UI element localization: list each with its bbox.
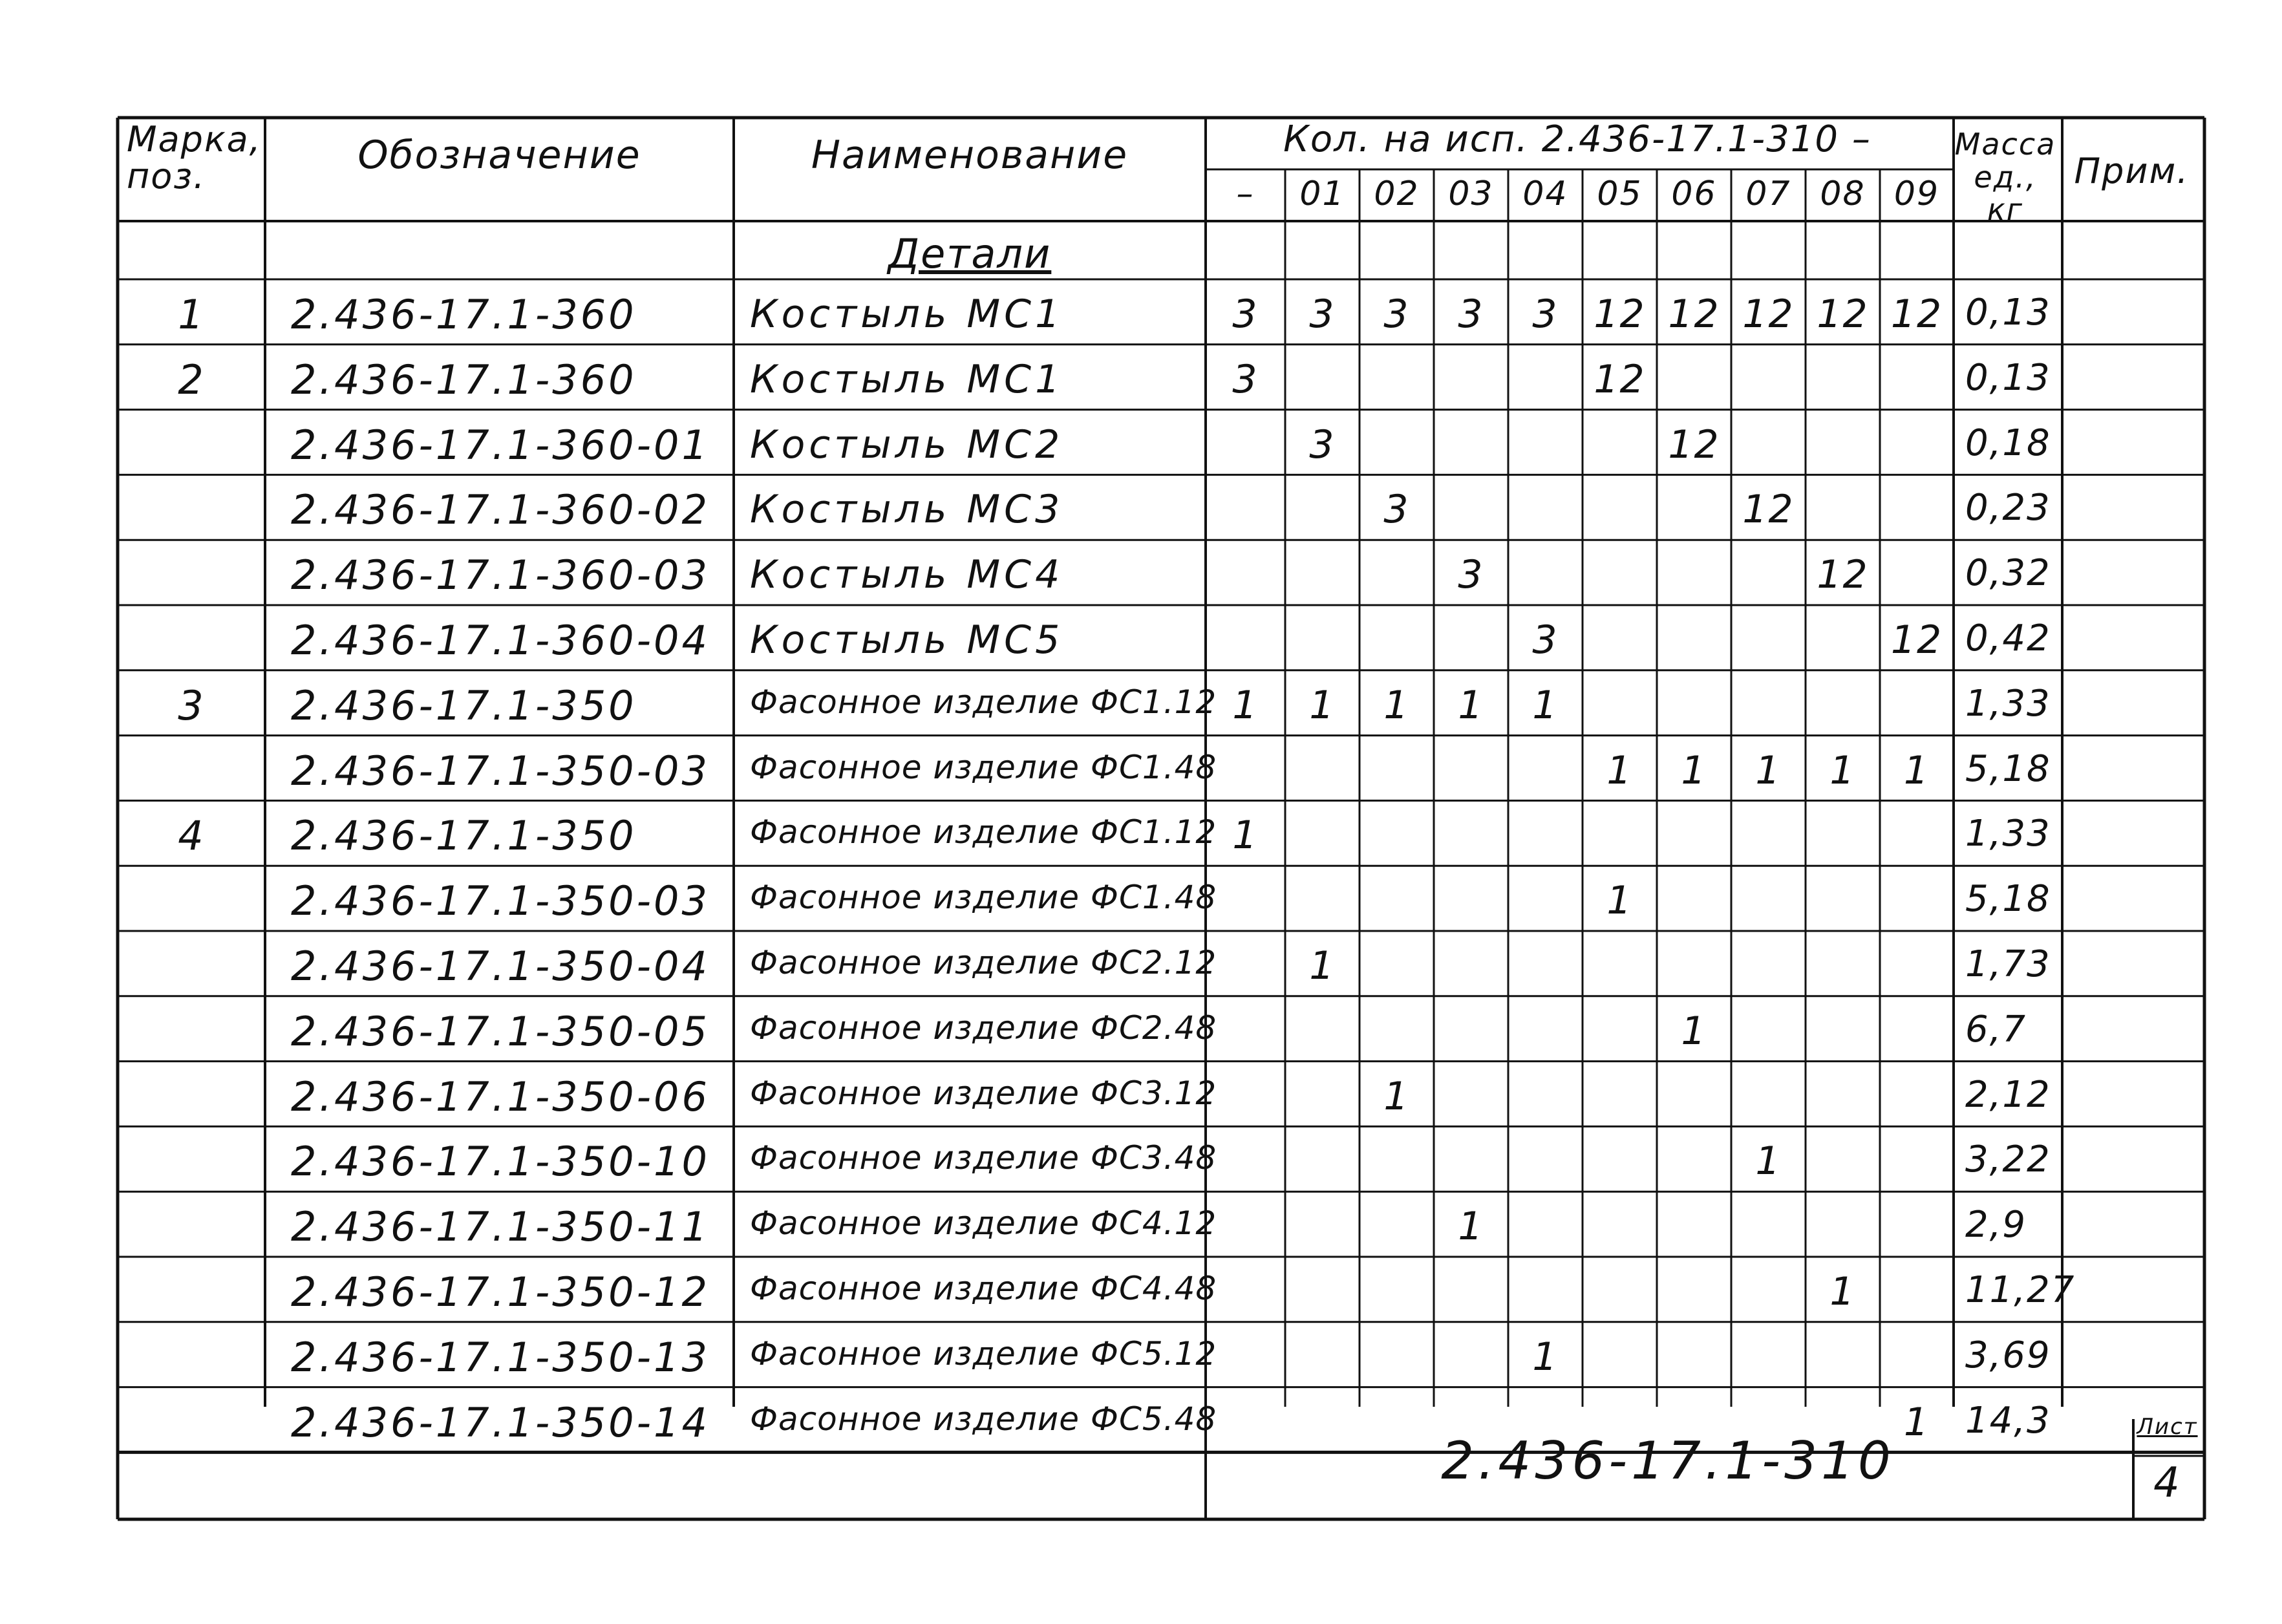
header-qty: Кол. на исп. 2.436-17.1-310 –: [1283, 118, 1871, 160]
row-qty: 3: [1383, 292, 1410, 337]
variant-header: 01: [1299, 175, 1345, 213]
row-designation: 2.436-17.1-360-02: [291, 486, 710, 534]
row-name: Фасонное изделие ФС1.12: [750, 683, 1217, 721]
row-mass: 0,23: [1965, 487, 2051, 529]
row-qty: 1: [1309, 943, 1336, 988]
row-name: Фасонное изделие ФС5.48: [750, 1400, 1217, 1438]
row-mass: 11,27: [1965, 1269, 2076, 1311]
variant-header: 07: [1745, 175, 1791, 213]
row-qty: 12: [1890, 617, 1943, 663]
row-mass: 5,18: [1965, 747, 2051, 790]
row-qty: 3: [1458, 552, 1484, 598]
row-name: Фасонное изделие ФС3.12: [750, 1074, 1217, 1112]
row-qty: 1: [1232, 682, 1259, 728]
row-qty: 1: [1829, 1269, 1856, 1314]
row-mass: 3,69: [1965, 1334, 2051, 1376]
row-name: Фасонное изделие ФС1.12: [750, 813, 1217, 851]
row-name: Фасонное изделие ФС4.48: [750, 1270, 1217, 1307]
row-qty: 1: [1903, 747, 1930, 793]
row-designation: 2.436-17.1-350-12: [291, 1268, 710, 1316]
row-qty: 1: [1681, 1008, 1707, 1054]
row-mass: 0,42: [1965, 617, 2051, 659]
row-qty: 3: [1532, 292, 1559, 337]
row-designation: 2.436-17.1-350-13: [291, 1333, 710, 1381]
row-name: Фасонное изделие ФС4.12: [750, 1204, 1217, 1243]
row-qty: 12: [1594, 356, 1646, 402]
row-qty: 3: [1232, 292, 1259, 337]
row-designation: 2.436-17.1-360-01: [291, 421, 710, 469]
row-name: Костыль МС5: [750, 617, 1064, 663]
row-qty: 12: [1817, 292, 1869, 337]
row-designation: 2.436-17.1-350: [291, 681, 637, 729]
row-designation: 2.436-17.1-350-14: [291, 1398, 710, 1446]
row-name: Костыль МС1: [750, 292, 1064, 337]
row-mark: 2: [178, 356, 205, 403]
row-name: Костыль МС4: [750, 552, 1064, 598]
row-qty: 1: [1383, 682, 1410, 728]
row-name: Костыль МС2: [750, 422, 1064, 467]
row-qty: 1: [1755, 747, 1782, 793]
row-mass: 1,33: [1965, 813, 2051, 855]
row-designation: 2.436-17.1-350-05: [291, 1007, 710, 1055]
sheet-number: 4: [2153, 1459, 2181, 1507]
row-name: Костыль МС1: [750, 356, 1064, 402]
row-designation: 2.436-17.1-350-06: [291, 1073, 710, 1120]
row-mass: 1,33: [1965, 682, 2051, 725]
row-designation: 2.436-17.1-360-04: [291, 617, 710, 664]
row-designation: 2.436-17.1-350: [291, 812, 637, 860]
header-mark: Марка, поз.: [127, 119, 262, 197]
row-mass: 0,13: [1965, 356, 2051, 399]
row-designation: 2.436-17.1-360: [291, 291, 637, 338]
row-qty: 1: [1532, 1334, 1559, 1380]
row-qty: 3: [1532, 617, 1559, 663]
row-qty: 3: [1232, 356, 1259, 402]
row-qty: 1: [1458, 682, 1484, 728]
row-mark: 1: [178, 291, 205, 338]
row-designation: 2.436-17.1-350-03: [291, 877, 710, 925]
row-designation: 2.436-17.1-360-03: [291, 551, 710, 599]
row-name: Фасонное изделие ФС1.48: [750, 748, 1217, 786]
section-title: Детали: [888, 230, 1052, 277]
row-qty: 3: [1458, 292, 1484, 337]
row-qty: 1: [1903, 1399, 1930, 1445]
row-qty: 12: [1668, 422, 1720, 467]
row-designation: 2.436-17.1-350-03: [291, 747, 710, 795]
document-code: 2.436-17.1-310: [1441, 1431, 1895, 1491]
row-qty: 1: [1383, 1073, 1410, 1119]
row-name: Фасонное изделие ФС1.48: [750, 879, 1217, 917]
row-mass: 1,73: [1965, 943, 2051, 985]
row-name: Костыль МС3: [750, 487, 1064, 533]
variant-header: 03: [1448, 175, 1494, 213]
row-qty: 12: [1742, 487, 1795, 533]
row-mark: 4: [178, 812, 205, 860]
row-name: Фасонное изделие ФС2.12: [750, 944, 1217, 981]
row-qty: 12: [1742, 292, 1795, 337]
row-mass: 0,13: [1965, 292, 2051, 334]
row-qty: 1: [1532, 682, 1559, 728]
variant-header: 09: [1893, 175, 1940, 213]
row-qty: 1: [1458, 1204, 1484, 1250]
row-name: Фасонное изделие ФС3.48: [750, 1139, 1217, 1177]
row-qty: 1: [1606, 878, 1633, 924]
row-designation: 2.436-17.1-350-10: [291, 1138, 710, 1186]
row-mass: 6,7: [1965, 1008, 2027, 1051]
sheet-label: Лист: [2137, 1414, 2198, 1440]
variant-header: 06: [1671, 175, 1717, 213]
variant-header: 04: [1522, 175, 1568, 213]
row-qty: 3: [1309, 292, 1336, 337]
row-name: Фасонное изделие ФС2.48: [750, 1009, 1217, 1047]
row-qty: 1: [1755, 1138, 1782, 1184]
row-mass: 0,18: [1965, 422, 2051, 464]
row-qty: 12: [1890, 292, 1943, 337]
row-qty: 12: [1594, 292, 1646, 337]
header-designation: Обозначение: [357, 133, 641, 178]
row-mass: 2,9: [1965, 1204, 2027, 1246]
variant-header: 08: [1820, 175, 1866, 213]
row-qty: 12: [1817, 552, 1869, 598]
header-name: Наименование: [811, 133, 1129, 178]
row-qty: 1: [1606, 747, 1633, 793]
row-mark: 3: [178, 681, 205, 729]
row-qty: 12: [1668, 292, 1720, 337]
row-mass: 14,3: [1965, 1399, 2051, 1442]
header-mass: Масса ед., кг: [1954, 127, 2056, 228]
variant-header: 05: [1597, 175, 1643, 213]
variant-header: –: [1236, 175, 1255, 213]
row-mass: 3,22: [1965, 1138, 2051, 1181]
row-qty: 1: [1681, 747, 1707, 793]
row-qty: 1: [1232, 813, 1259, 859]
row-mass: 2,12: [1965, 1073, 2051, 1116]
row-qty: 3: [1309, 422, 1336, 467]
row-qty: 3: [1383, 487, 1410, 533]
row-name: Фасонное изделие ФС5.12: [750, 1334, 1217, 1373]
row-qty: 1: [1309, 682, 1336, 728]
row-designation: 2.436-17.1-350-04: [291, 943, 710, 990]
row-designation: 2.436-17.1-360: [291, 356, 637, 403]
row-mass: 0,32: [1965, 552, 2051, 595]
row-designation: 2.436-17.1-350-11: [291, 1203, 710, 1251]
variant-header: 02: [1374, 175, 1420, 213]
row-mass: 5,18: [1965, 878, 2051, 921]
header-note: Прим.: [2074, 151, 2190, 191]
row-qty: 1: [1829, 747, 1856, 793]
